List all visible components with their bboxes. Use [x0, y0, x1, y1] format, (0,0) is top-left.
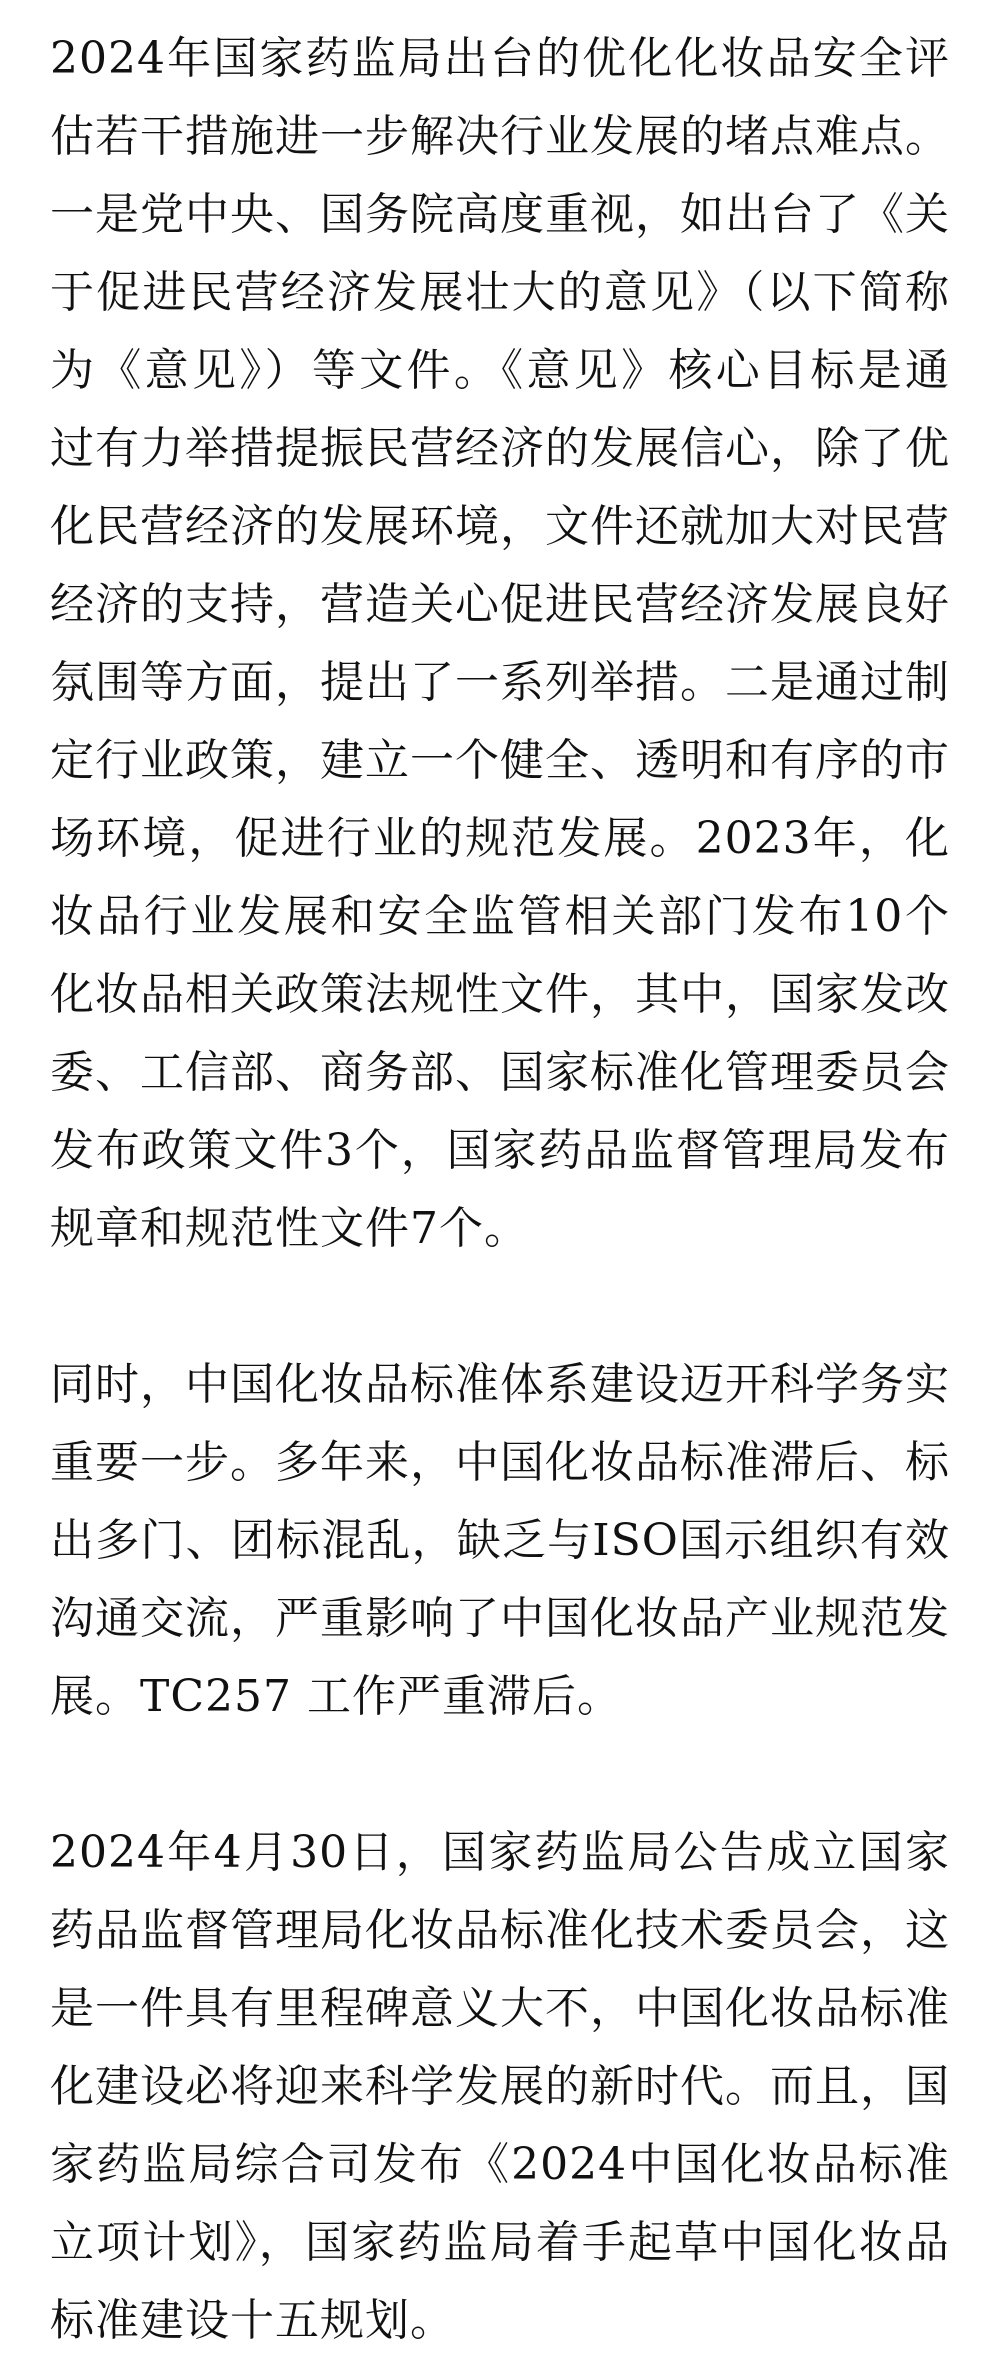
paragraph-3: 2024年4月30日，国家药监局公告成立国家药品监督管理局化妆品标准化技术委员会，这是一件具有里程碑意义大不，中国化妆品标准化建设必将迎来科学发展的新时代。而且，国家药监局综合司发布《2024中国化妆品标准立项计划》，国家药监局着手起草中国化妆品标准建设十五规划。: [50, 1827, 950, 2346]
article-body: [50, 20, 950, 2360]
paragraph-1: 2024年国家药监局出台的优化化妆品安全评估若干措施进一步解决行业发展的堵点难点。一是党中央、国务院高度重视，如出台了《关于促进民营经济发展壮大的意见》（以下简称为《意见》）等文件。《意见》核心目标是通过有力举措提振民营经济的发展信心，除了优化民营经济的发展环境，文件还就加大对民营经济的支持，营造关心促进民营经济发展良好氛围等方面，提出了一系列举措。二是通过制定行业政策，建立一个健全、透明和有序的市场环境，促进行业的规范发展。2023年，化妆品行业发展和安全监管相关部门发布10个化妆品相关政策法规性文件，其中，国家发改委、工信部、商务部、国家标准化管理委员会发布政策文件3个，国家药品监督管理局发布规章和规范性文件7个。: [50, 33, 950, 1254]
paragraph-2: 同时，中国化妆品标准体系建设迈开科学务实重要一步。多年来，中国化妆品标准滞后、标出多门、团标混乱，缺乏与ISO国示组织有效沟通交流，严重影响了中国化妆品产业规范发展。TC257 工作严重滞后。: [50, 1359, 950, 1722]
